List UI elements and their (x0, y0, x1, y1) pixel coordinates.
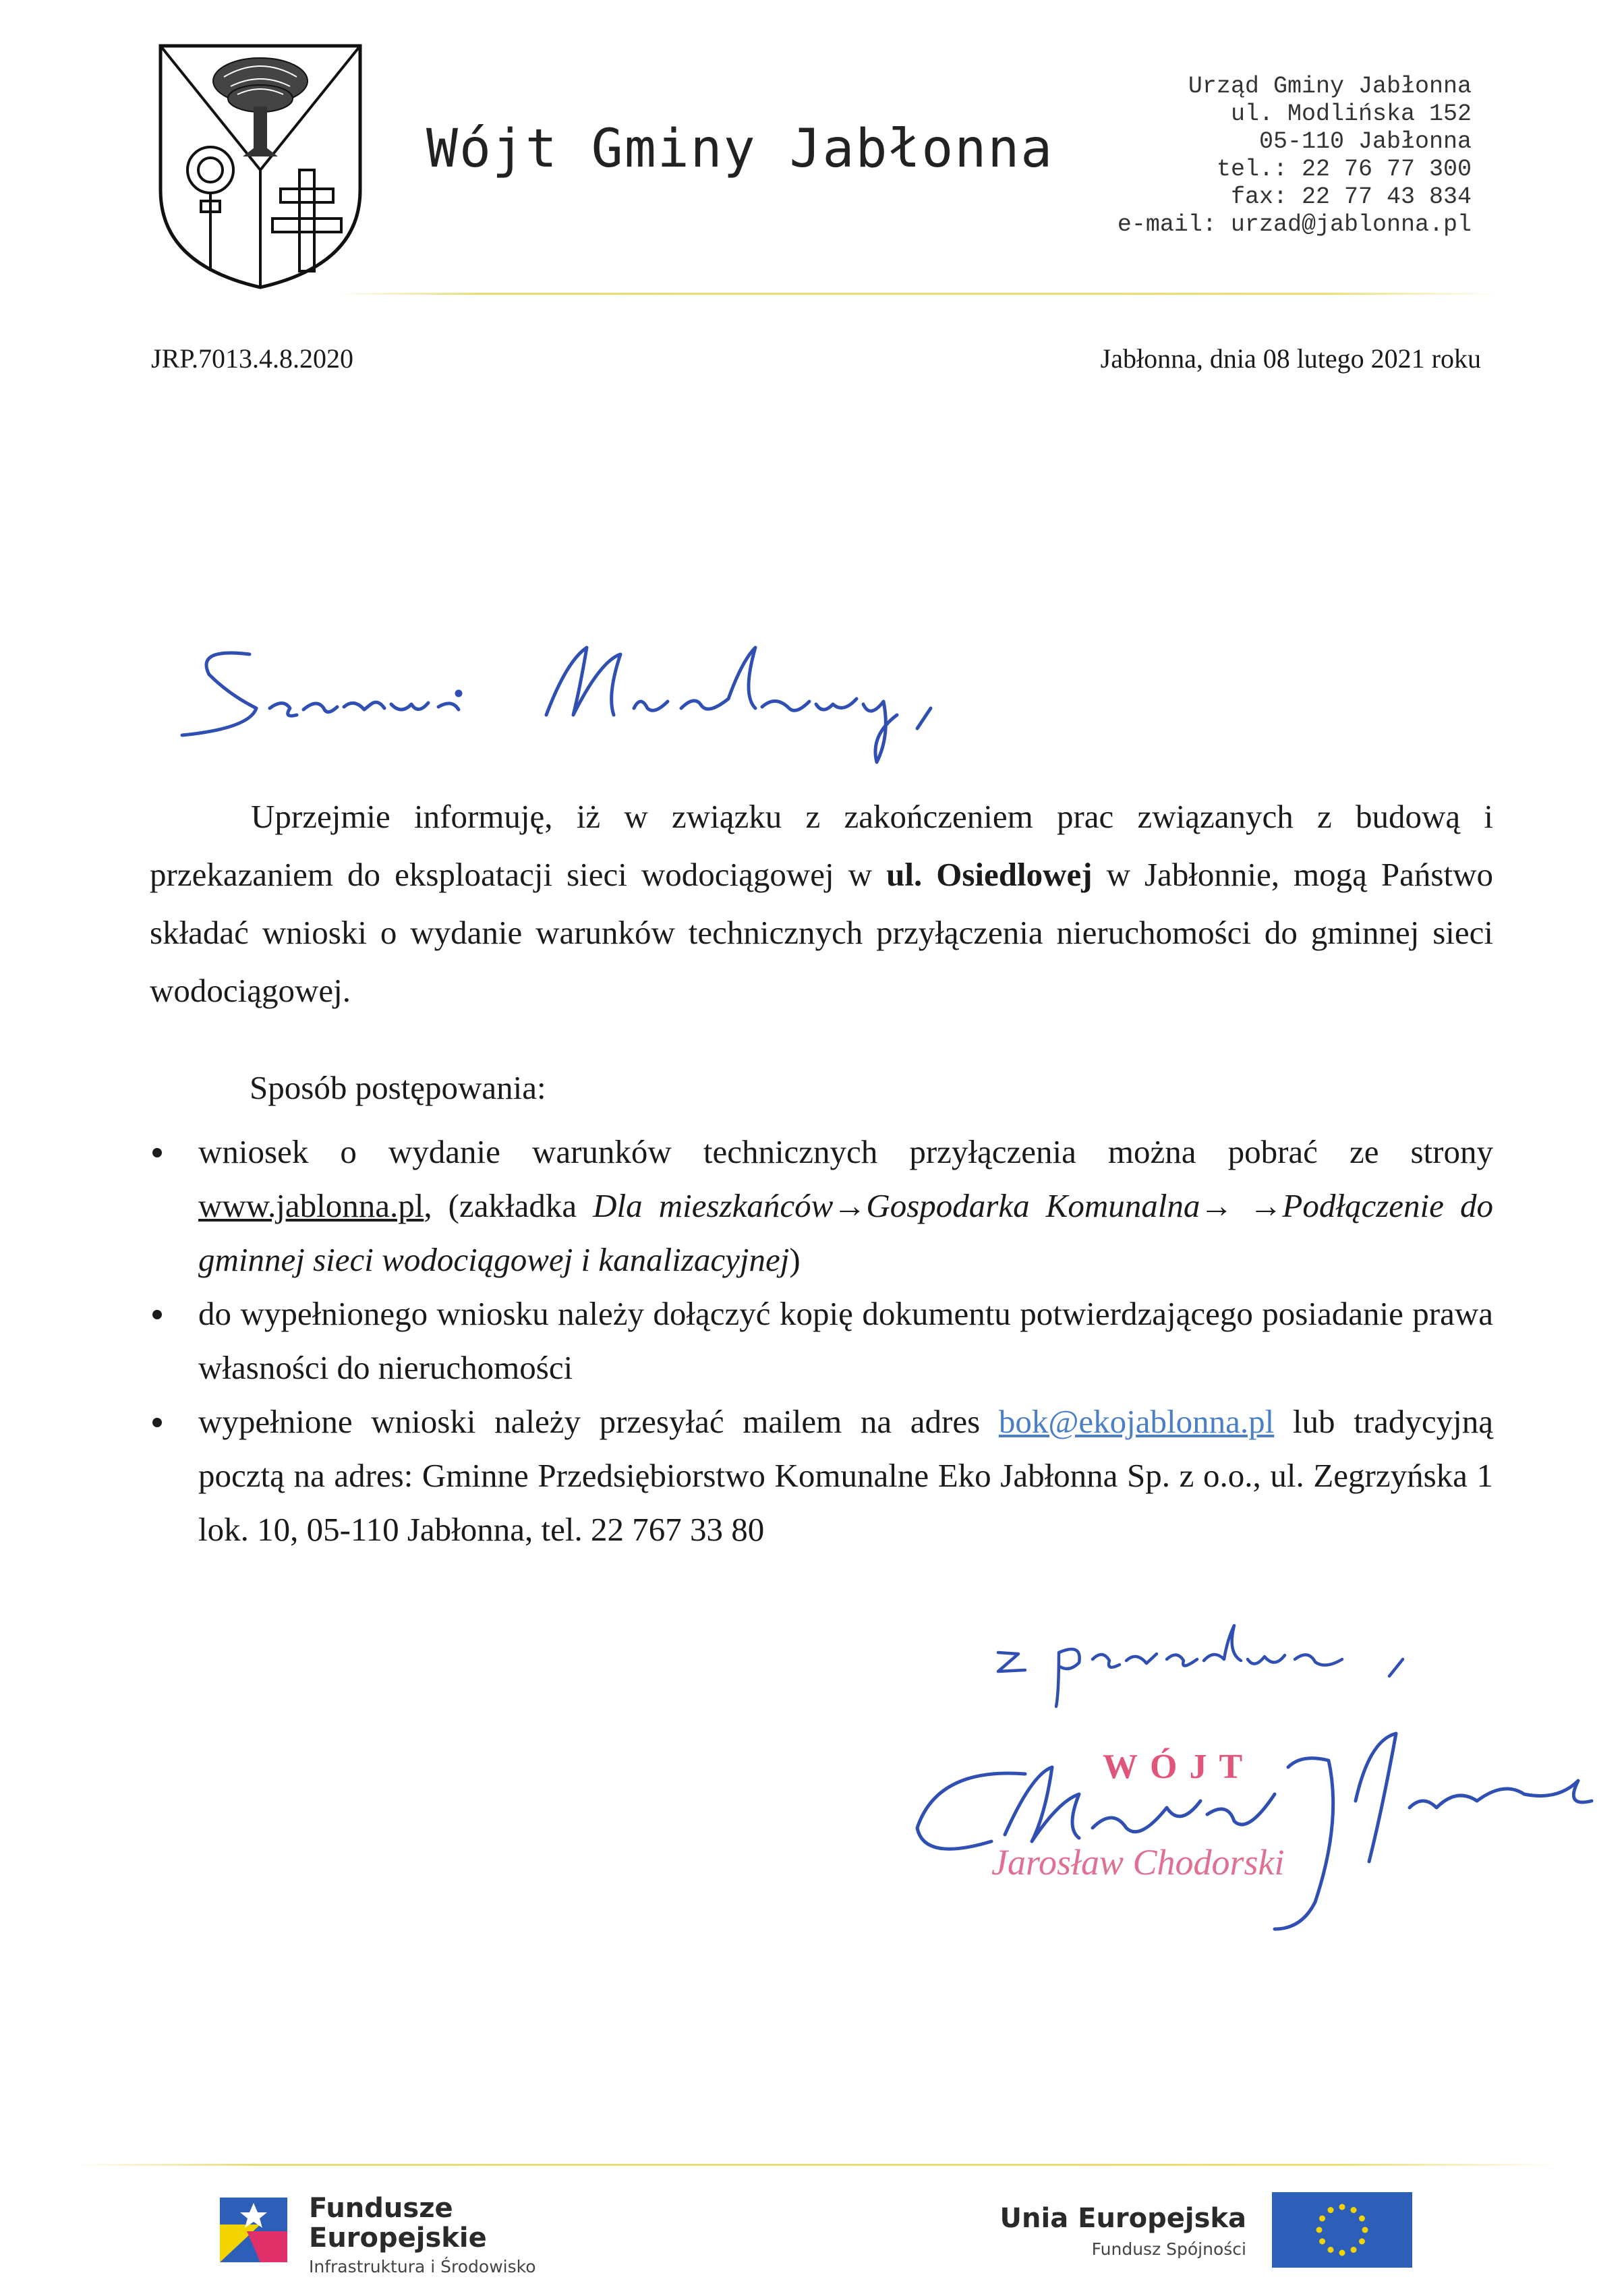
eu-star (1362, 2227, 1368, 2233)
coat-of-arms-icon (156, 42, 364, 291)
office-postal: 05-110 Jabłonna (1258, 128, 1472, 155)
office-phone: tel.: 22 76 77 300 (1216, 156, 1472, 183)
stamp-name: Jarosław Chodorski (991, 1842, 1285, 1883)
step3-end: lub tradycyjną pocztą na adres: Gminne Przedsiębiorstwo Komunalne Eko Jabłonna Sp. z o.o., ul. Zegrzyńska 1 lok. 10, 05-110 Jabłonna, tel. 22 767 33 80 (198, 1403, 1493, 1548)
fundusze-europejskie-label (309, 2193, 536, 2276)
intro-text-end: w Jabłonnie, mogą Państwo składać wnioski o wydanie warunków technicznych przyłączenia nieruchomości do gminnej sieci wodociągowej. (150, 856, 1493, 1009)
office-address (1118, 73, 1472, 239)
eu-star (1316, 2227, 1323, 2233)
fundusze-europejskie-logo-icon (220, 2198, 287, 2262)
procedure-label: Sposób postępowania: (250, 1069, 546, 1106)
step3-text: wypełnione wnioski należy przesyłać mailem na adres (198, 1403, 999, 1440)
ue-line2: Fundusz Spójności (1091, 2239, 1246, 2259)
letter-date: Jabłonna, dnia 08 lutego 2021 roku (1100, 343, 1481, 374)
header-divider (337, 293, 1497, 295)
ue-line1: Unia Europejska (999, 2203, 1246, 2234)
fe-line2: Europejskie (309, 2222, 487, 2254)
procedure-list (150, 1125, 1493, 1557)
step1-mid: , (zakładka (424, 1187, 593, 1224)
reference-number: JRP.7013.4.8.2020 (151, 343, 354, 374)
eu-star (1351, 2207, 1357, 2213)
handwritten-salutation (169, 634, 1045, 769)
street-name: ul. Osiedlowej (886, 856, 1093, 893)
step1-path: Dla mieszkańców→Gospodarka Komunalna→ →Podłączenie do gminnej sieci wodociągowej i kanalizacyjnej (198, 1187, 1493, 1278)
eu-flag-icon (1272, 2192, 1412, 2268)
step1-end: ) (789, 1241, 801, 1278)
office-email: e-mail: urzad@jablonna.pl (1117, 211, 1472, 238)
step1-text: wniosek o wydanie warunków technicznych przyłączenia można pobrać ze strony (198, 1133, 1493, 1170)
office-street: ul. Modlińska 152 (1230, 101, 1472, 127)
email-link[interactable]: bok@ekojablonna.pl (998, 1403, 1275, 1440)
eu-star (1359, 2239, 1365, 2245)
page-title: Wójt Gminy Jabłonna (426, 119, 1054, 179)
website-link[interactable]: www.jablonna.pl (198, 1187, 424, 1224)
handwritten-regards (958, 1612, 1443, 1713)
eu-star (1359, 2216, 1365, 2222)
footer-divider (74, 2164, 1558, 2166)
office-name: Urząd Gminy Jabłonna (1188, 73, 1472, 100)
fe-line3: Infrastruktura i Środowisko (309, 2257, 536, 2276)
office-fax: fax: 22 77 43 834 (1230, 183, 1472, 210)
eu-star (1328, 2247, 1334, 2253)
list-item-send (150, 1395, 1493, 1557)
fe-line1: Fundusze (309, 2193, 453, 2224)
eu-star (1319, 2239, 1325, 2245)
intro-paragraph (150, 788, 1493, 1020)
list-item-attach: do wypełnionego wniosku należy dołączyć kopię dokumentu potwierdzającego posiadanie prawa własności do nieruchomości (150, 1287, 1493, 1395)
eu-star (1339, 2250, 1345, 2256)
eu-star (1319, 2216, 1325, 2222)
stamp-title: WÓJT (1103, 1748, 1255, 1786)
list-item-download (150, 1125, 1493, 1287)
intro-text-start: Uprzejmie informuję, iż w związku z zakończeniem prac związanych z budową i przekazaniem do eksploatacji sieci wodociągowej w (150, 798, 1493, 893)
signature-icon (897, 1727, 1605, 1949)
unia-europejska-label (1000, 2203, 1246, 2259)
eu-star (1351, 2247, 1357, 2253)
eu-star (1339, 2204, 1345, 2210)
eu-star (1328, 2207, 1334, 2213)
